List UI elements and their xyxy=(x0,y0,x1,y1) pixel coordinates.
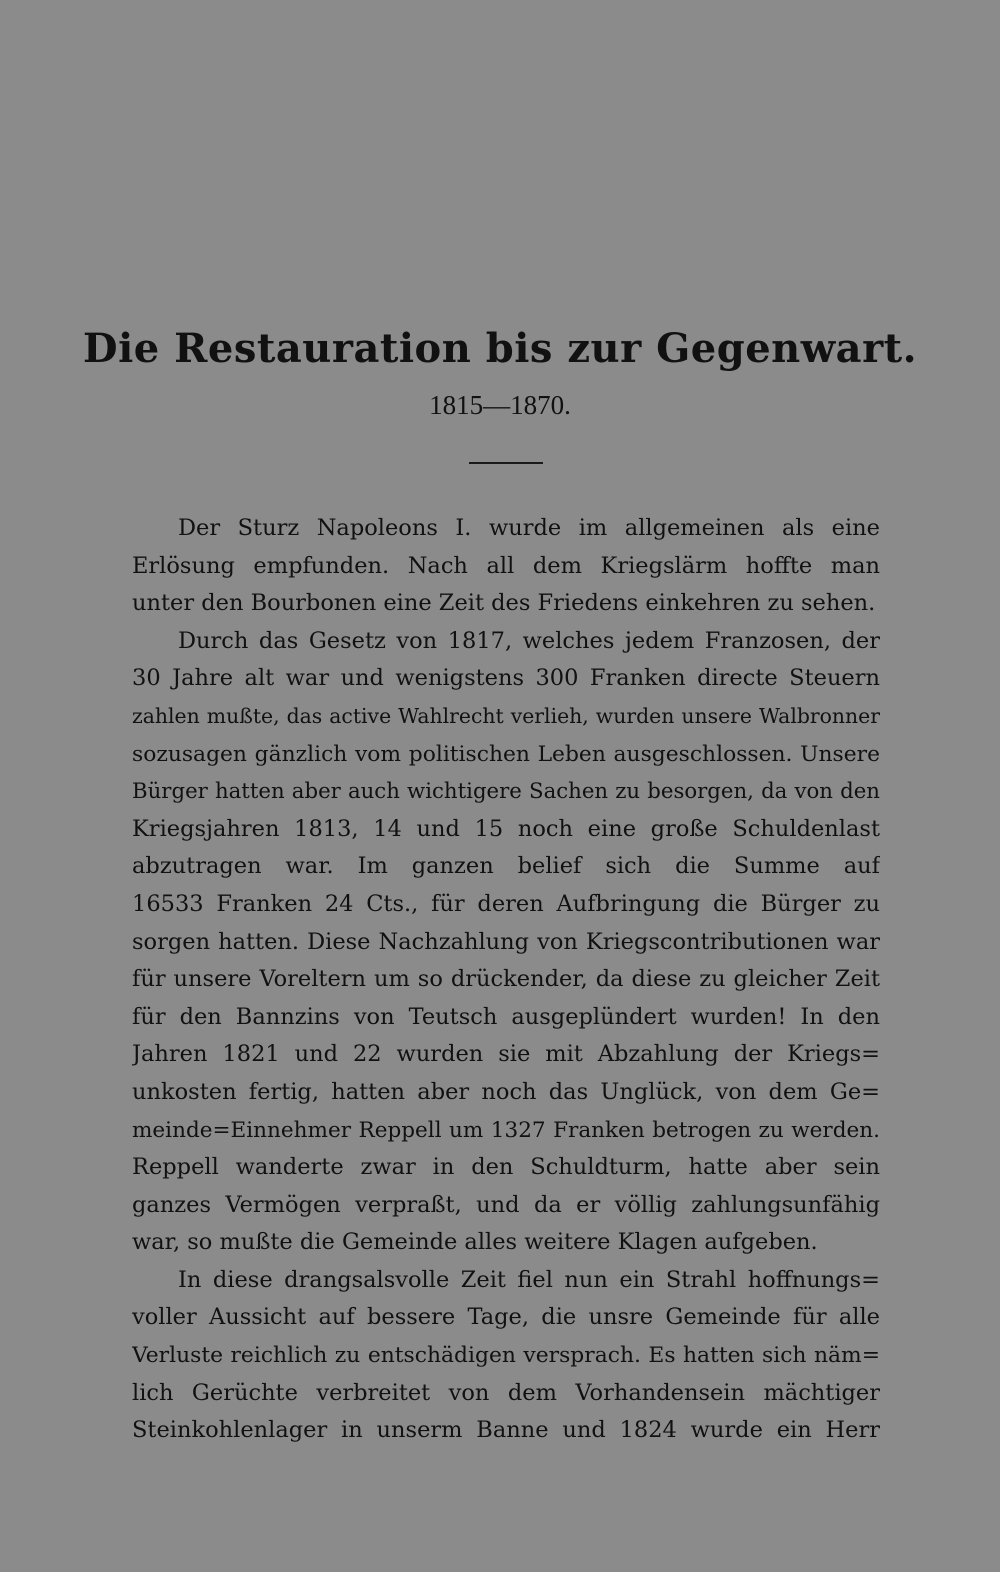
text-line: sorgen hatten. Diese Nachzahlung von Kriegscontributionen war xyxy=(132,928,880,955)
text-line: Durch das Gesetz von 1817, welches jedem Franzosen, der xyxy=(178,627,880,654)
text-line: lich Gerüchte verbreitet von dem Vorhandensein mächtiger xyxy=(132,1379,880,1406)
text-line: Kriegsjahren 1813, 14 und 15 noch eine große Schuldenlast xyxy=(132,815,880,842)
text-line: ganzes Vermögen verpraßt, und da er völlig zahlungsunfähig xyxy=(132,1191,880,1218)
text-line: Verluste reichlich zu entschädigen versprach. Es hatten sich näm= xyxy=(132,1343,880,1369)
text-line: 30 Jahre alt war und wenigstens 300 Franken directe Steuern xyxy=(132,665,880,692)
text-line: Erlösung empfunden. Nach all dem Kriegslärm hoffte man xyxy=(132,552,880,579)
text-line: voller Aussicht auf bessere Tage, die unsre Gemeinde für alle xyxy=(132,1304,880,1331)
text-line: abzutragen war. Im ganzen belief sich die Summe auf xyxy=(132,853,880,880)
text-line: Steinkohlenlager in unserm Banne und 1824 wurde ein Herr xyxy=(132,1417,880,1444)
text-line: In diese drangsalsvolle Zeit fiel nun ein Strahl hoffnungs= xyxy=(178,1266,880,1293)
text-line: zahlen mußte, das active Wahlrecht verlieh, wurden unsere Walbronner xyxy=(132,703,880,728)
text-line: 16533 Franken 24 Cts., für deren Aufbringung die Bürger zu xyxy=(132,890,880,917)
body-text xyxy=(132,510,880,1450)
text-line: Reppell wanderte zwar in den Schuldturm, hatte aber sein xyxy=(132,1154,880,1181)
text-line: für den Bannzins von Teutsch ausgeplündert wurden! In den xyxy=(132,1003,880,1030)
chapter-title: Die Restauration bis zur Gegenwart. xyxy=(82,325,918,372)
chapter-year-range: 1815—1870. xyxy=(429,390,571,420)
text-line: für unsere Voreltern um so drückender, da diese zu gleicher Zeit xyxy=(132,966,880,993)
text-line: unkosten fertig, hatten aber noch das Unglück, von dem Ge= xyxy=(132,1078,880,1105)
text-line: meinde=Einnehmer Reppell um 1327 Franken betrogen zu werden. xyxy=(132,1117,880,1143)
text-line: war, so mußte die Gemeinde alles weitere Klagen aufgeben. xyxy=(132,1229,818,1256)
text-line: Der Sturz Napoleons I. wurde im allgemeinen als eine xyxy=(178,515,880,541)
text-line: Jahren 1821 und 22 wurden sie mit Abzahlung der Kriegs= xyxy=(132,1041,880,1068)
text-line: unter den Bourbonen eine Zeit des Friedens einkehren zu sehen. xyxy=(132,590,876,617)
text-line: Bürger hatten aber auch wichtigere Sachen zu besorgen, da von den xyxy=(132,779,880,805)
title-divider xyxy=(469,462,543,464)
text-line: sozusagen gänzlich vom politischen Leben ausgeschlossen. Unsere xyxy=(132,741,880,767)
